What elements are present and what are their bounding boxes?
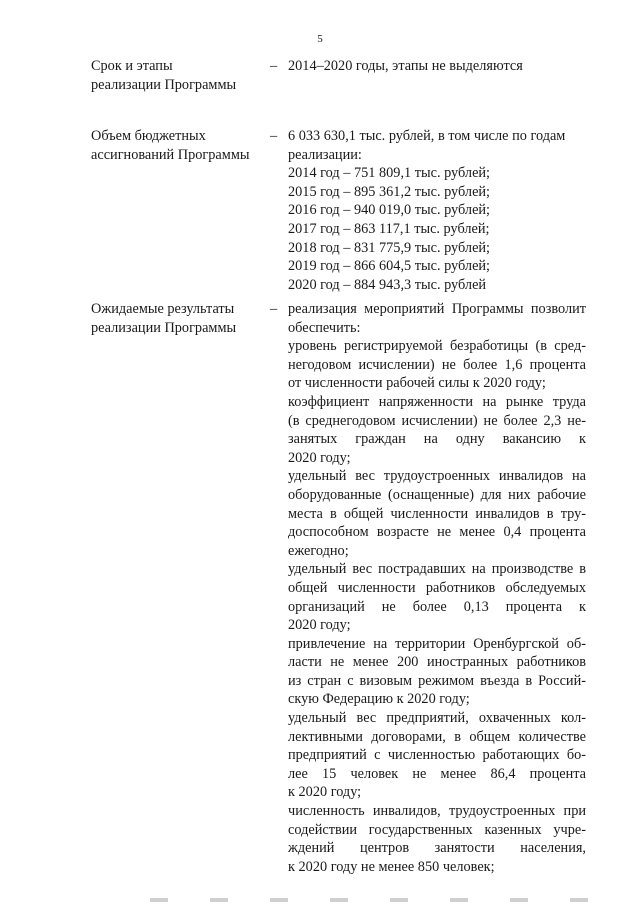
content-line: общей численности работников обследуемых <box>288 579 586 596</box>
section-content <box>288 300 586 876</box>
section-content <box>288 127 586 294</box>
content-line: 2017 год – 863 117,1 тыс. рублей; <box>288 220 490 237</box>
section-content <box>288 57 586 76</box>
dash: – <box>270 58 278 74</box>
label-line: реализации Программы <box>91 320 237 336</box>
content-line: 2019 год – 866 604,5 тыс. рублей; <box>288 258 491 275</box>
content-line: уровень регистрируемой безработицы (в сред- <box>288 338 586 355</box>
content-line: 2020 году; <box>288 449 351 466</box>
content-line: 2020 год – 884 943,3 тыс. рублей <box>288 276 487 293</box>
content-line: 2020 году; <box>288 617 351 634</box>
content-line: удельный вес пострадавших на производстве в <box>288 561 586 578</box>
content-line: 2016 год – 940 019,0 тыс. рублей; <box>288 202 491 219</box>
content-line: 6 033 630,1 тыс. рублей, в том числе по годам <box>288 128 566 144</box>
content-line: коэффициент напряженности на рынке труда <box>288 393 586 410</box>
content-line: удельный вес предприятий, охваченных кол- <box>288 710 586 727</box>
content-line: к 2020 году не менее 850 человек; <box>288 858 495 875</box>
content-line: оборудованные (оснащенные) для них рабочие <box>288 486 586 503</box>
content-line: 2015 год – 895 361,2 тыс. рублей; <box>288 183 491 200</box>
content-line: численность инвалидов, трудоустроенных при <box>288 803 586 820</box>
content-line: лее 15 человек не менее 86,4 процента <box>288 765 586 782</box>
content-line: негодовом исчислении) не более 1,6 процента <box>288 356 586 373</box>
label-line: Объем бюджетных <box>91 128 206 144</box>
section-label <box>91 127 266 165</box>
content-line: содействии государственных казенных учре- <box>288 821 586 838</box>
content-line: 2018 год – 831 775,9 тыс. рублей; <box>288 239 491 256</box>
label-line: Срок и этапы <box>91 58 173 74</box>
content-line: обеспечить: <box>288 319 361 336</box>
content-line: реализации: <box>288 146 362 163</box>
section-label <box>91 57 266 95</box>
content-line: 2014 год – 751 809,1 тыс. рублей; <box>288 165 491 182</box>
content-line: места в общей численности инвалидов в тру- <box>288 505 586 522</box>
content-line: 2014–2020 годы, этапы не выделяются <box>288 58 523 74</box>
content-line: занятых граждан на одну вакансию к <box>288 431 586 448</box>
content-line: ежегодно; <box>288 542 349 559</box>
scan-edge-artifact <box>150 898 620 902</box>
content-line: удельный вес трудоустроенных инвалидов на <box>288 468 586 485</box>
content-line: привлечение на территории Оренбургской об- <box>288 635 586 652</box>
content-line: (в среднегодовом исчислении) не более 2,3 не- <box>288 412 586 429</box>
section-label <box>91 300 266 338</box>
content-line: лективными договорами, в общем количестве <box>288 728 586 745</box>
dash: – <box>270 301 278 317</box>
page-number: 5 <box>317 33 323 45</box>
dash: – <box>270 128 278 144</box>
content-line: от численности рабочей силы к 2020 году; <box>288 375 546 392</box>
label-line: Ожидаемые результаты <box>91 301 235 317</box>
label-line: реализации Программы <box>91 77 237 93</box>
content-line: ласти не менее 200 иностранных работников <box>288 654 586 671</box>
content-line: доспособном возрасте не менее 0,4 процента <box>288 524 586 541</box>
content-line: из стран с визовым режимом въезда в Россий- <box>288 672 586 689</box>
content-line: реализация мероприятий Программы позволит <box>288 301 586 317</box>
content-line: к 2020 году; <box>288 784 362 801</box>
label-line: ассигнований Программы <box>91 147 250 163</box>
content-line: предприятий с численностью работающих бо- <box>288 747 586 764</box>
content-line: скую Федерацию к 2020 году; <box>288 691 470 708</box>
content-line: организаций не более 0,13 процента к <box>288 598 586 615</box>
content-line: ждений центров занятости населения, <box>288 840 586 857</box>
